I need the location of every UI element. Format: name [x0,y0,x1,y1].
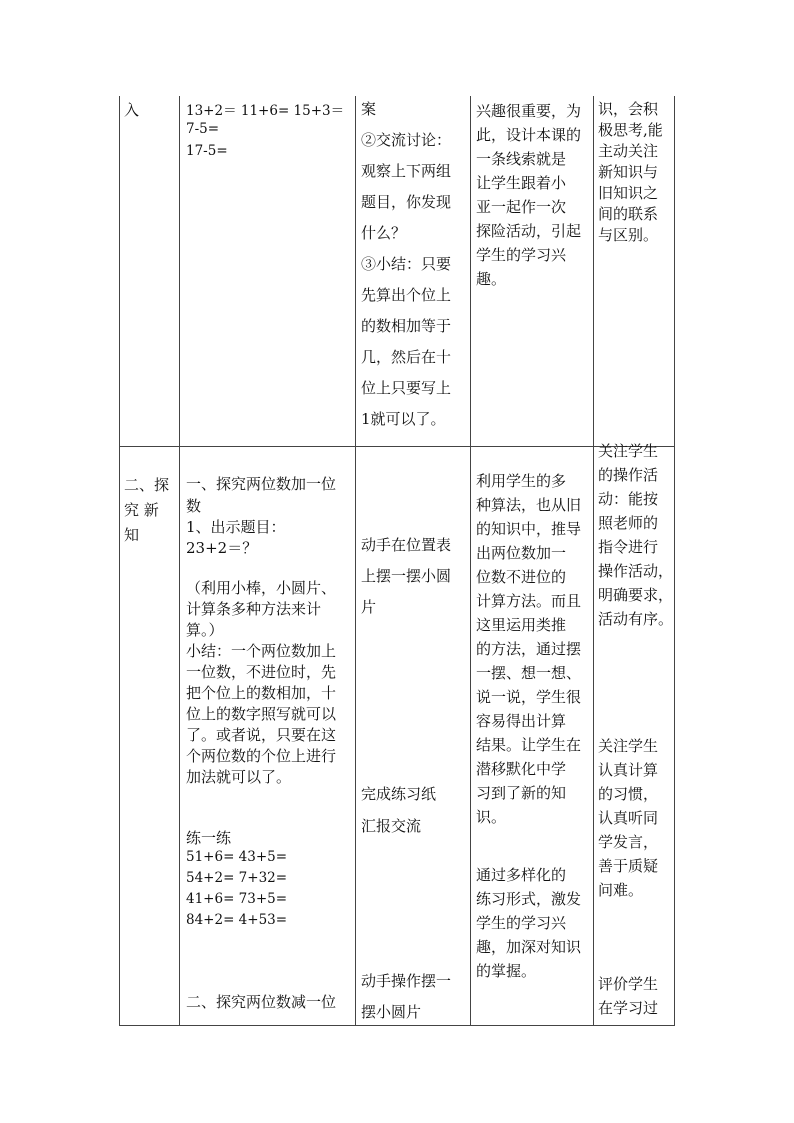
text-line: 17-5= [186,143,228,159]
text-line: 让学生跟着小 [476,174,567,192]
text-line: 探险活动，引起 [476,222,582,240]
text-line: 动：能按 [598,490,659,508]
text-line: 出两位数加一 [476,544,567,562]
text-line: ③小结：只要 [361,255,452,273]
text-line: 种算法，也从旧 [476,496,582,514]
text-line: 计算条多种方法来计 [186,600,322,618]
text-line: 的掌握。 [476,962,537,980]
text-line: （利用小棒，小圆片、 [186,579,337,597]
text-line: 的习惯， [598,785,659,803]
text-line: 一、探究两位数加一位 [186,475,337,493]
text-line: 一摆、想一想、 [476,664,582,682]
text-line: 学生的学习兴 [476,246,567,264]
table-row-divider [119,446,675,447]
text-line: 什么？ [361,224,407,242]
text-line: 善于质疑 [598,857,659,875]
text-line: 认真计算 [598,761,659,779]
text-line: 动手操作摆一 [361,972,452,990]
text-line: 案 [361,100,377,118]
text-line: 趣，加深对知识 [476,938,582,956]
text-line: 的数相加等于 [361,317,452,335]
text-line: 这里运用类推 [476,616,567,634]
table-right-border [674,96,675,1026]
text-line: 亚一起作一次 [476,198,567,216]
text-line: 41+6= 73+5= [186,891,288,907]
text-line: 了。或者说，只要在这 [186,726,337,744]
text-line: 主动关注 [598,142,659,160]
text-line: 位上的数字照写就可以 [186,705,337,723]
text-line: 位数不进位的 [476,568,567,586]
text-line: 先算出个位上 [361,286,452,304]
text-line: 数 [186,497,202,515]
text-line: 利用学生的多 [476,472,567,490]
text-line: 兴趣很重要，为 [476,102,582,120]
text-line: 与区别。 [598,226,659,244]
text-line: 认真听同 [598,809,659,827]
text-line: 入 [124,101,140,119]
text-line: 算。） [186,621,224,639]
text-line: 51+6= 43+5= [186,849,288,865]
text-line: 上摆一摆小圆 [361,567,452,585]
table-col-divider-2 [355,96,356,1026]
text-line: 23+2＝？ [186,539,258,557]
text-line: 7-5= [186,121,220,137]
text-line: 间的联系 [598,205,659,223]
table-col-divider-4 [593,96,594,1026]
text-line: 1、出示题目： [186,518,286,536]
text-line: 容易得出计算 [476,712,567,730]
text-line: 照老师的 [598,514,659,532]
text-line: 13+2＝ 11+6= 15+3＝ [186,103,345,119]
text-line: 说一说，学生很 [476,688,582,706]
text-line: 趣。 [476,270,507,288]
text-line: 旧知识之 [598,184,659,202]
text-line: 小结：一个两位数加上 [186,642,337,660]
practice-heading: 练一练 [186,829,232,847]
text-line: 二、探 [124,476,170,494]
text-line: 1就可以了。 [361,410,446,428]
text-line: 指令进行 [598,538,659,556]
text-line: 结果。让学生在 [476,736,582,754]
text-line: 汇报交流 [361,817,422,835]
text-line: 潜移默化中学 [476,760,567,778]
text-line: 练习形式，激发 [476,890,582,908]
table-left-border [119,96,120,1026]
text-line: 极思考,能 [598,121,663,139]
text-line: 个两位数的个位上进行 [186,747,337,765]
text-line: 学发言， [598,833,659,851]
text-line: ②交流讨论： [361,131,452,149]
text-line: 一条线索就是 [476,150,567,168]
text-line: 在学习过 [598,999,659,1017]
text-line: 知 [124,526,140,544]
text-line: 学生的学习兴 [476,914,567,932]
text-line: 加法就可以了。 [186,768,292,786]
text-line: 把个位上的数相加，十 [186,684,337,702]
text-line: 关注学生 [598,442,659,460]
subtraction-section-heading: 二、探究两位数减一位 [186,993,337,1011]
text-line: 摆小圆片 [361,1003,422,1021]
text-line: 评价学生 [598,975,659,993]
table-bottom-border [119,1025,675,1026]
text-line: 的操作活 [598,466,659,484]
text-line: 题目，你发现 [361,193,452,211]
text-line: 完成练习纸 [361,785,437,803]
text-line: 识，会积 [598,100,659,118]
text-line: 几，然后在十 [361,348,452,366]
text-line: 究 新 [124,501,159,519]
text-line: 54+2= 7+32= [186,870,288,886]
text-line: 的方法，通过摆 [476,640,582,658]
table-col-divider-3 [470,96,471,1026]
text-line: 片 [361,598,377,616]
text-line: 计算方法。而且 [476,592,582,610]
text-line: 此，设计本课的 [476,126,582,144]
text-line: 观察上下两组 [361,162,452,180]
text-line: 操作活动， [598,562,674,580]
text-line: 84+2= 4+53= [186,912,288,928]
text-line: 的知识中，推导 [476,520,582,538]
text-line: 新知识与 [598,163,659,181]
text-line: 位上只要写上 [361,379,452,397]
text-line: 通过多样化的 [476,866,567,884]
text-line: 活动有序。 [598,610,674,628]
text-line: 习到了新的知 [476,784,567,802]
table-col-divider-1 [179,96,180,1026]
text-line: 一位数，不进位时，先 [186,663,337,681]
text-line: 动手在位置表 [361,536,452,554]
text-line: 关注学生 [598,737,659,755]
text-line: 识。 [476,808,507,826]
text-line: 明确要求， [598,586,674,604]
text-line: 问难。 [598,881,644,899]
